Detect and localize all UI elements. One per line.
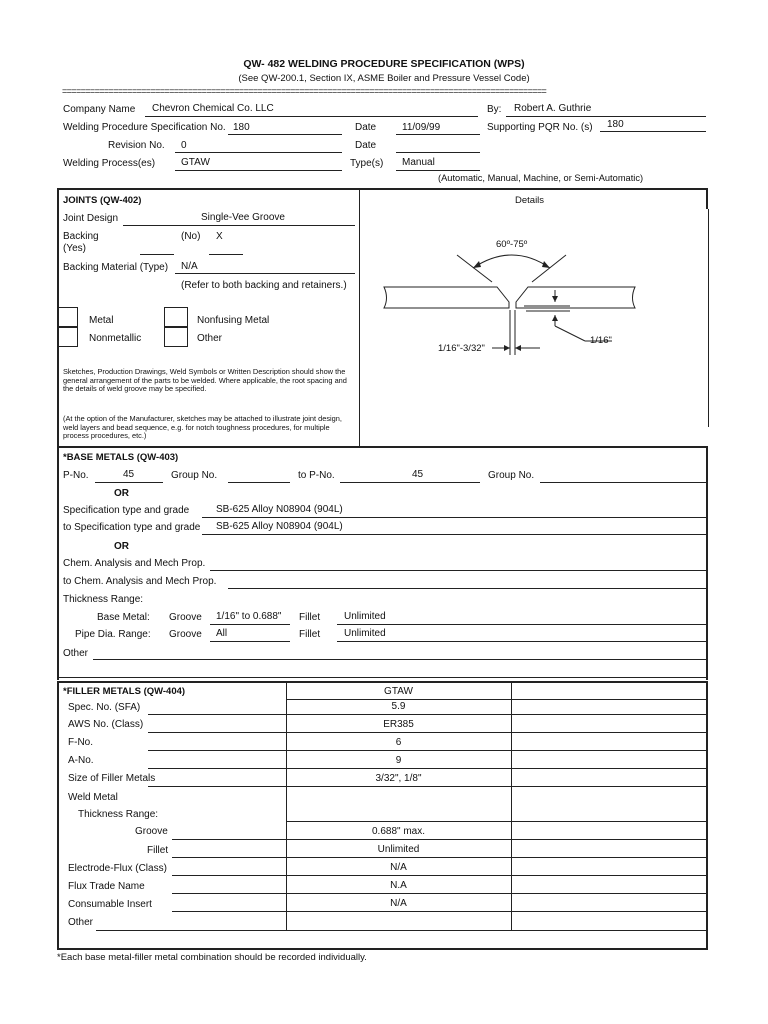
revision-label: Revision No. <box>108 140 165 151</box>
date-value[interactable]: 11/09/99 <box>402 122 441 133</box>
pqr-underline <box>600 131 706 132</box>
wps-label: Welding Procedure Specification No. <box>63 122 226 133</box>
spec-underline <box>202 517 706 518</box>
weld-metal-label: Weld Metal <box>68 792 118 803</box>
revision-value[interactable]: 0 <box>181 140 187 151</box>
group-label: Group No. <box>171 470 218 481</box>
nonfusing-label: Nonfusing Metal <box>197 315 270 326</box>
joints-right-border <box>706 188 708 209</box>
company-underline <box>145 116 478 117</box>
filler-row-line <box>286 821 706 822</box>
thickness-range-label: Thickness Range: <box>63 594 144 605</box>
filler-size-value[interactable]: 3/32", 1/8" <box>375 773 422 784</box>
electrode-label: Electrode-Flux (Class) <box>68 863 167 874</box>
backing-material-value[interactable]: N/A <box>181 261 198 272</box>
spec-label: Specification type and grade <box>63 505 190 516</box>
base-other-underline-2 <box>57 677 706 678</box>
flux-value[interactable]: N.A <box>390 880 407 891</box>
to-chem-underline <box>228 588 706 589</box>
form-title: QW- 482 WELDING PROCEDURE SPECIFICATION (WPS) <box>243 58 525 70</box>
by-underline <box>506 116 706 117</box>
filler-top-border <box>57 681 706 683</box>
backing-material-underline <box>175 273 355 274</box>
filler-aws-value[interactable]: ER385 <box>383 719 414 730</box>
backing-no-label: (No) <box>181 231 201 242</box>
wps-value[interactable]: 180 <box>233 122 250 133</box>
groove-value[interactable]: 1/16" to 0.688" <box>216 611 282 622</box>
date-label: Date <box>355 122 377 133</box>
filler-row-line <box>172 857 706 858</box>
chem-label: Chem. Analysis and Mech Prop. <box>63 558 206 569</box>
base-metals-left-border <box>57 446 59 680</box>
filler-right-border <box>706 681 708 949</box>
fillet-label: Fillet <box>299 612 321 623</box>
revision-underline <box>175 152 342 153</box>
pipe-fillet-label: Fillet <box>299 629 321 640</box>
types-label: Type(s) <box>350 158 384 169</box>
to-spec-underline <box>202 534 706 535</box>
fillet-underline <box>337 624 706 625</box>
joints-divider <box>359 188 360 446</box>
to-pno-label: to P-No. <box>298 470 335 481</box>
to-spec-value[interactable]: SB-625 Alloy N08904 (904L) <box>216 521 343 532</box>
pipe-groove-value[interactable]: All <box>216 628 228 639</box>
joint-design-label: Joint Design <box>63 213 119 224</box>
groove-label: Groove <box>169 612 202 623</box>
weld-thickness-label: Thickness Range: <box>78 809 159 820</box>
details-label: Details <box>515 195 545 206</box>
filler-row-line <box>148 714 706 715</box>
refer-note: (Refer to both backing and retainers.) <box>181 280 347 291</box>
backing-material-label: Backing Material (Type) <box>63 262 169 273</box>
footer-note: *Each base metal-filler metal combination should be recorded individually. <box>57 952 367 963</box>
to-pno-underline <box>340 482 480 483</box>
base-metal-label: Base Metal: <box>97 612 150 623</box>
or-label-1: OR <box>114 488 129 499</box>
angle-label: 60º-75º <box>496 239 528 250</box>
base-metals-heading: *BASE METALS (QW-403) <box>63 452 179 463</box>
date2-underline <box>396 152 480 153</box>
pipe-groove-label: Groove <box>169 629 202 640</box>
right-plate <box>516 287 635 308</box>
backing-no-underline <box>209 254 243 255</box>
pno-value[interactable]: 45 <box>123 469 135 480</box>
flux-label: Flux Trade Name <box>68 881 145 892</box>
separator: ======================================================================================================== <box>62 86 547 96</box>
date2-label: Date <box>355 140 377 151</box>
process-value[interactable]: GTAW <box>181 157 210 168</box>
filler-row-line <box>96 930 706 931</box>
joint-design-value[interactable]: Single-Vee Groove <box>201 212 285 223</box>
to-pno-value[interactable]: 45 <box>412 469 424 480</box>
filler-header-line <box>286 699 706 700</box>
filler-left-border <box>57 681 59 949</box>
filler-row-line <box>148 732 706 733</box>
by-label: By: <box>487 104 502 115</box>
filler-row-line <box>148 768 706 769</box>
company-value[interactable]: Chevron Chemical Co. LLC <box>152 103 274 114</box>
to-spec-label: to Specification type and grade <box>63 522 201 533</box>
date-underline <box>396 134 480 135</box>
insert-value[interactable]: N/A <box>390 898 407 909</box>
fillet-value[interactable]: Unlimited <box>344 611 386 622</box>
chem-underline <box>210 570 706 571</box>
joint-design-underline <box>123 225 355 226</box>
left-plate <box>384 287 509 308</box>
process-label: Welding Process(es) <box>63 158 156 169</box>
metal-label: Metal <box>89 315 114 326</box>
filler-other-label: Other <box>68 917 94 928</box>
pipe-groove-underline <box>210 641 290 642</box>
types-underline <box>396 170 480 171</box>
pqr-label: Supporting PQR No. (s) <box>487 122 593 133</box>
filler-row-line <box>148 750 706 751</box>
filler-fno-label: F-No. <box>68 737 93 748</box>
base-metals-right-border <box>706 446 708 680</box>
group-underline <box>228 482 290 483</box>
filler-ano-value[interactable]: 9 <box>395 755 402 766</box>
filler-row-line <box>172 911 706 912</box>
backing-yes-label: (Yes) <box>63 243 86 254</box>
nonfusing-checkbox[interactable] <box>164 307 188 328</box>
gap-label: 1/16"-3/32" <box>438 343 485 354</box>
weld-fillet-label: Fillet <box>147 845 169 856</box>
types-note: (Automatic, Manual, Machine, or Semi-Automatic) <box>438 173 644 183</box>
filler-row-line <box>148 786 706 787</box>
groove-underline <box>210 624 290 625</box>
filler-heading: *FILLER METALS (QW-404) <box>63 686 186 697</box>
pipe-range-label: Pipe Dia. Range: <box>75 629 151 640</box>
weld-groove-value[interactable]: 0.688" max. <box>371 826 426 837</box>
details-right-border <box>708 209 709 427</box>
group2-label: Group No. <box>488 470 535 481</box>
pipe-fillet-value[interactable]: Unlimited <box>344 628 386 639</box>
filler-aws-label: AWS No. (Class) <box>68 719 144 730</box>
land-label: 1/16" <box>590 335 612 346</box>
joints-heading: JOINTS (QW-402) <box>63 195 142 206</box>
process-underline <box>175 170 342 171</box>
by-value[interactable]: Robert A. Guthrie <box>514 103 592 114</box>
wps-underline <box>228 134 342 135</box>
spec-value[interactable]: SB-625 Alloy N08904 (904L) <box>216 504 343 515</box>
filler-fno-value[interactable]: 6 <box>395 737 402 748</box>
backing-yes-underline <box>140 254 174 255</box>
filler-bottom-border <box>57 948 708 950</box>
or-label-2: OR <box>114 541 129 552</box>
metal-checkbox[interactable] <box>57 307 78 328</box>
form-subtitle: (See QW-200.1, Section IX, ASME Boiler and Pressure Vessel Code) <box>238 73 530 84</box>
filler-row-line <box>172 893 706 894</box>
pqr-value[interactable]: 180 <box>607 119 624 130</box>
to-chem-label: to Chem. Analysis and Mech Prop. <box>63 576 217 587</box>
pipe-fillet-underline <box>337 641 706 642</box>
pno-underline <box>95 482 163 483</box>
filler-spec-value[interactable]: 5.9 <box>391 701 406 712</box>
nonmetallic-checkbox[interactable] <box>57 326 78 347</box>
weld-groove-label: Groove <box>135 826 168 837</box>
filler-row-line <box>172 839 706 840</box>
filler-row-line <box>172 875 706 876</box>
electrode-value[interactable]: N/A <box>390 862 407 873</box>
sketch-note: Sketches, Production Drawings, Weld Symbols or Written Description should show the general arrangement of the parts to be welded. Where applicable, the root spacing and the details of weld groove may be specified. <box>63 367 347 394</box>
filler-process-header: GTAW <box>384 686 413 697</box>
insert-label: Consumable Insert <box>68 899 152 910</box>
types-value[interactable]: Manual <box>402 157 435 168</box>
base-metals-top-border <box>57 446 708 448</box>
backing-no-mark[interactable]: X <box>216 231 223 242</box>
filler-ano-label: A-No. <box>68 755 94 766</box>
group2-underline <box>540 482 706 483</box>
filler-size-label: Size of Filler Metals <box>68 773 156 784</box>
nonmetallic-label: Nonmetallic <box>89 333 142 344</box>
filler-spec-label: Spec. No. (SFA) <box>68 702 141 713</box>
sketch-option-note: (At the option of the Manufacturer, sketches may be attached to illustrate joint design, weld layers and bead sequence, e.g. for notch toughness procedures, for multiple process procedures, etc.) <box>63 414 342 441</box>
pno-label: P-No. <box>63 470 89 481</box>
weld-fillet-value[interactable]: Unlimited <box>377 844 420 855</box>
other-material-label: Other <box>197 333 223 344</box>
joints-top-border <box>57 188 706 190</box>
backing-label: Backing <box>63 231 99 242</box>
other-checkbox[interactable] <box>164 326 188 347</box>
base-other-label: Other <box>63 648 89 659</box>
company-label: Company Name <box>63 104 136 115</box>
base-other-underline <box>93 659 706 660</box>
